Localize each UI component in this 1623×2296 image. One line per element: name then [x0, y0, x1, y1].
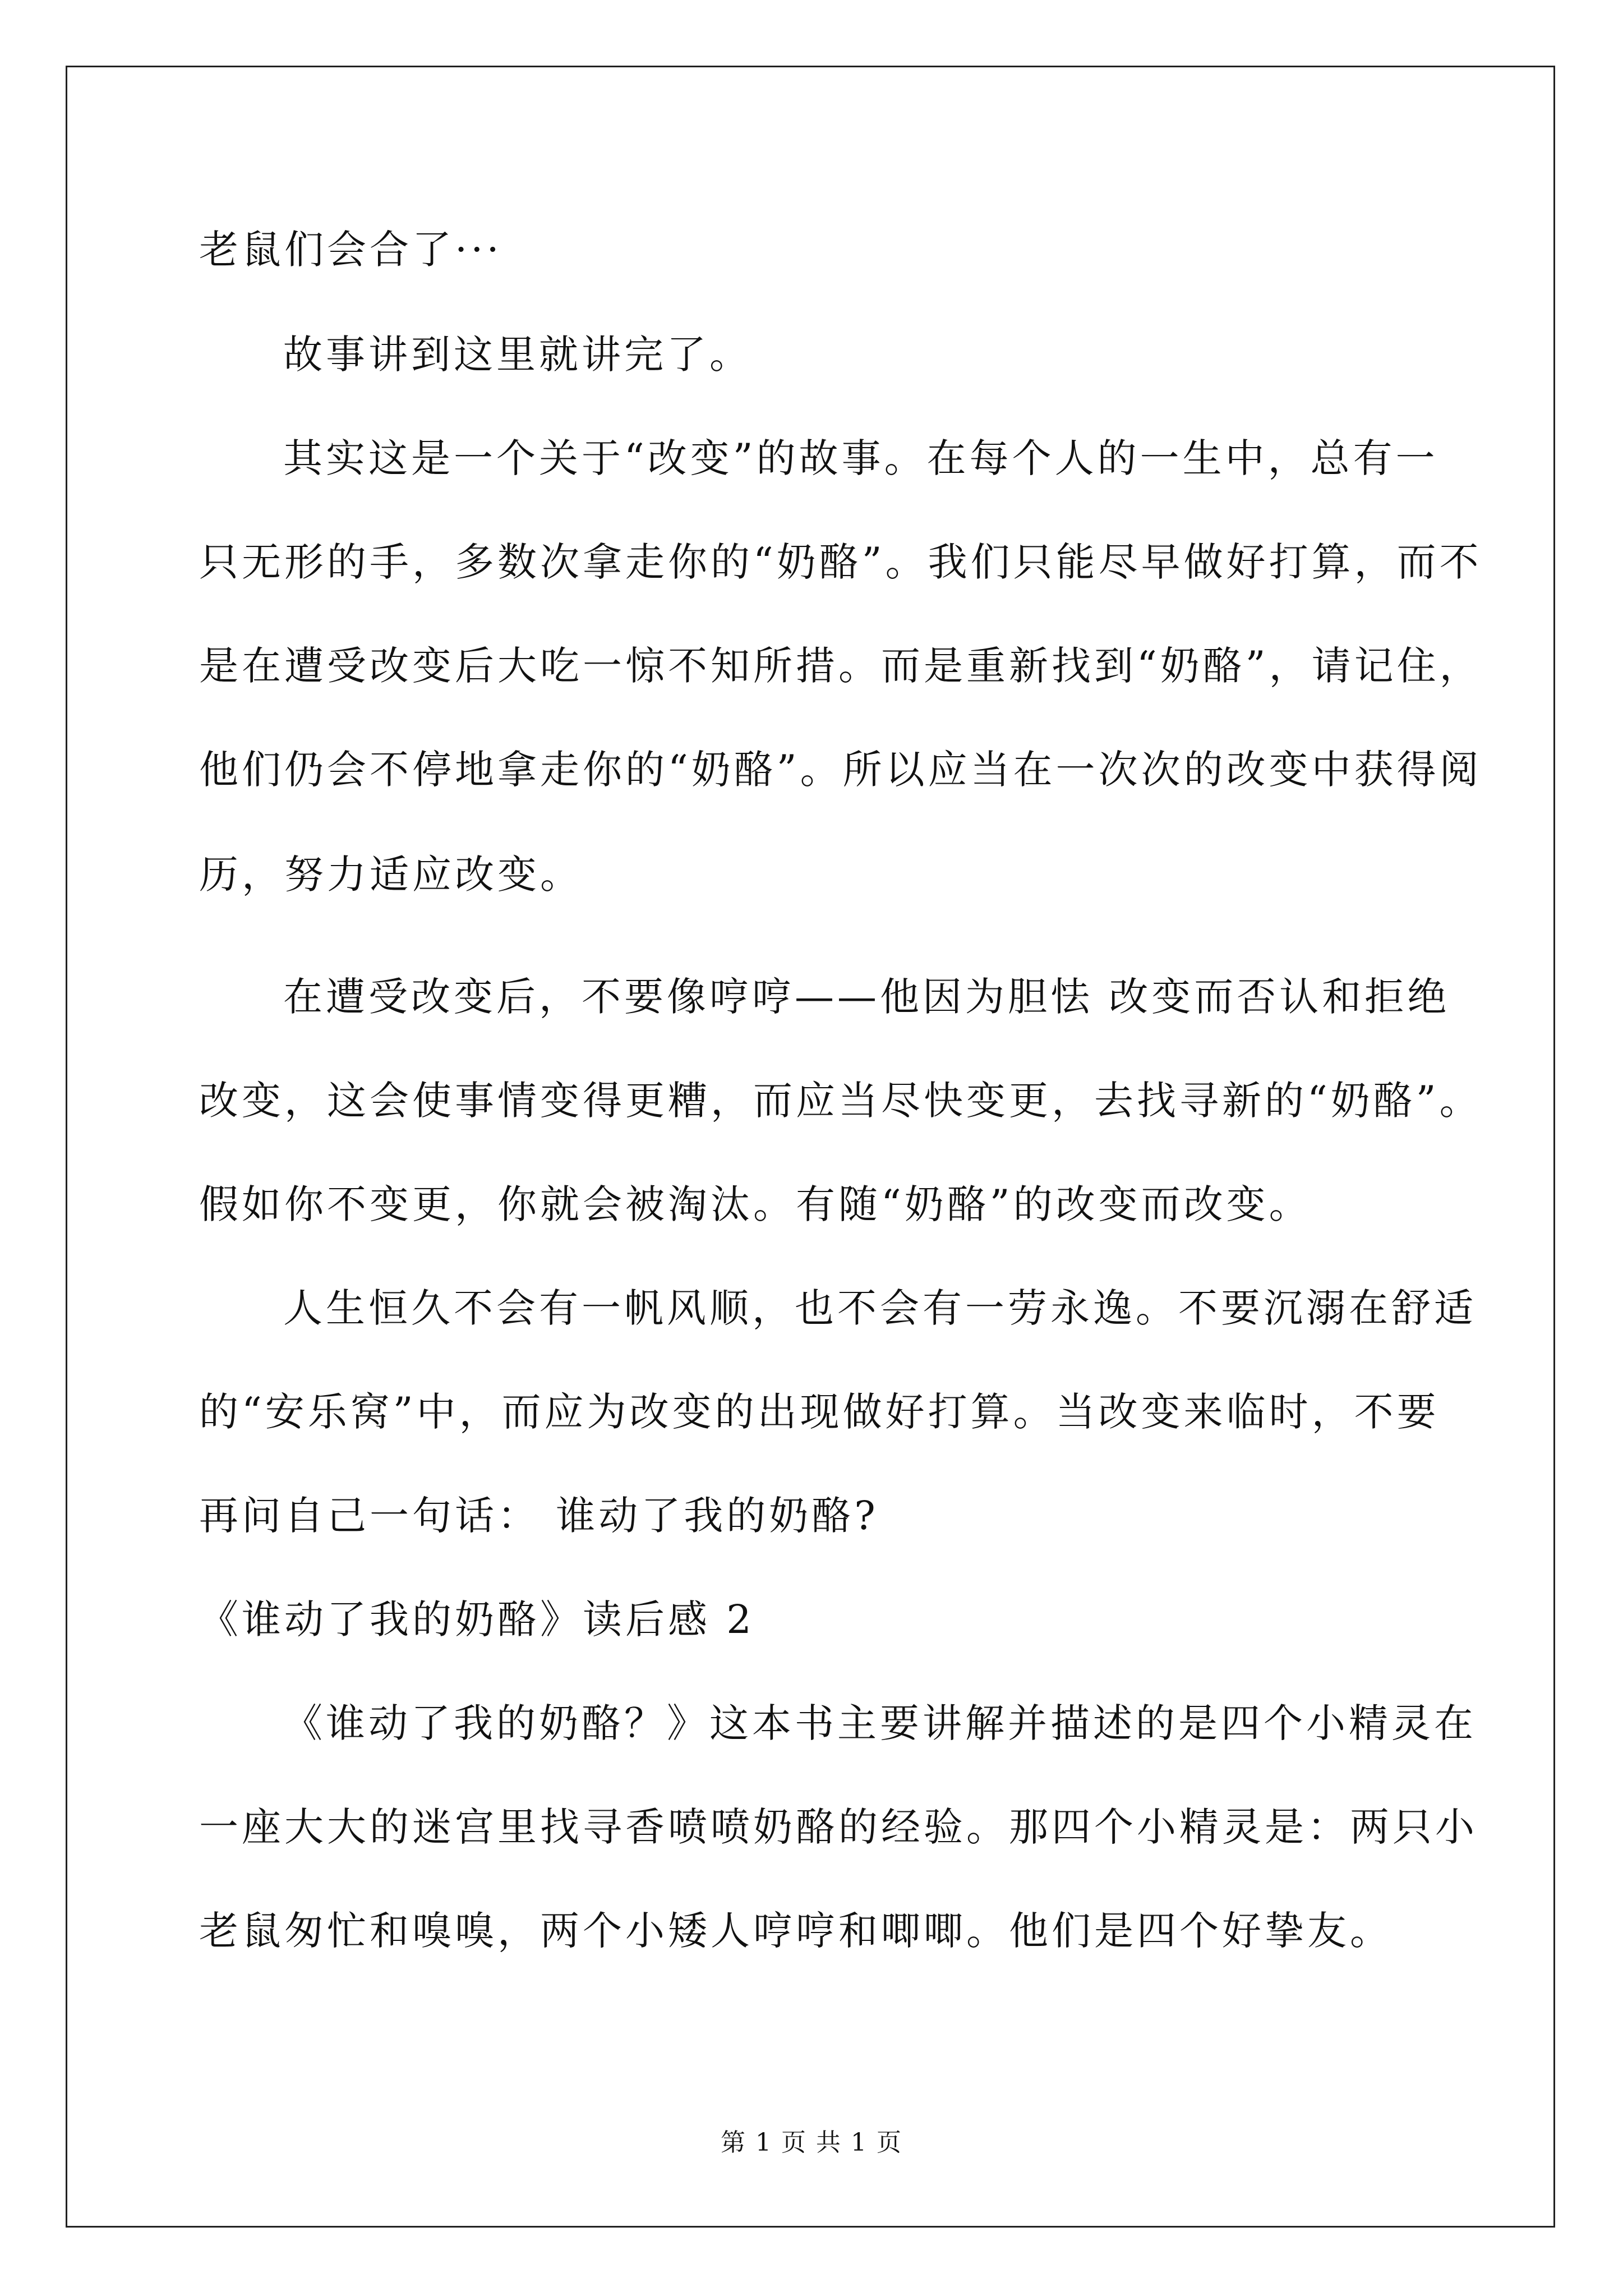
text-line: 再问自己一句话： 谁动了我的奶酪? — [199, 1493, 879, 1539]
text-line: 一座大大的迷宫里找寻香喷喷奶酪的经验。那四个小精灵是：两只小 — [199, 1804, 1478, 1850]
text-line: 的“安乐窝”中，而应为改变的出现做好打算。当改变来临时，不要 — [199, 1389, 1440, 1435]
text-line: 历，努力适应改变。 — [199, 852, 583, 898]
text-line: 其实这是一个关于“改变”的故事。在每个人的一生中，总有一 — [283, 435, 1438, 481]
text-line: 老鼠们会合了··· — [199, 227, 502, 273]
text-line: 老鼠匆忙和嗅嗅，两个小矮人哼哼和唧唧。他们是四个好挚友。 — [199, 1908, 1393, 1954]
text-line: 只无形的手，多数次拿走你的“奶酪”。我们只能尽早做好打算，而不 — [199, 539, 1482, 585]
page-footer: 第 1 页 共 1 页 — [721, 2128, 902, 2157]
text-line: 改变，这会使事情变得更糟，而应当尽快变更，去找寻新的“奶酪”。 — [199, 1078, 1482, 1124]
text-line: 《谁动了我的奶酪？》这本书主要讲解并描述的是四个小精灵在 — [283, 1700, 1477, 1746]
text-line: 故事讲到这里就讲完了。 — [283, 332, 752, 378]
text-line: 他们仍会不停地拿走你的“奶酪”。所以应当在一次次的改变中获得阅 — [199, 747, 1482, 793]
text-line: 假如你不变更，你就会被淘汰。有随“奶酪”的改变而改变。 — [199, 1181, 1312, 1227]
section-heading: 《谁动了我的奶酪》读后感 2 — [199, 1596, 755, 1642]
page-border — [66, 66, 1555, 2228]
text-line: 是在遭受改变后大吃一惊不知所措。而是重新找到“奶酪”，请记住， — [199, 643, 1482, 689]
text-line: 人生恒久不会有一帆风顺，也不会有一劳永逸。不要沉溺在舒适 — [283, 1285, 1477, 1331]
text-line: 在遭受改变后，不要像哼哼——他因为胆怯 改变而否认和拒绝 — [283, 974, 1450, 1020]
